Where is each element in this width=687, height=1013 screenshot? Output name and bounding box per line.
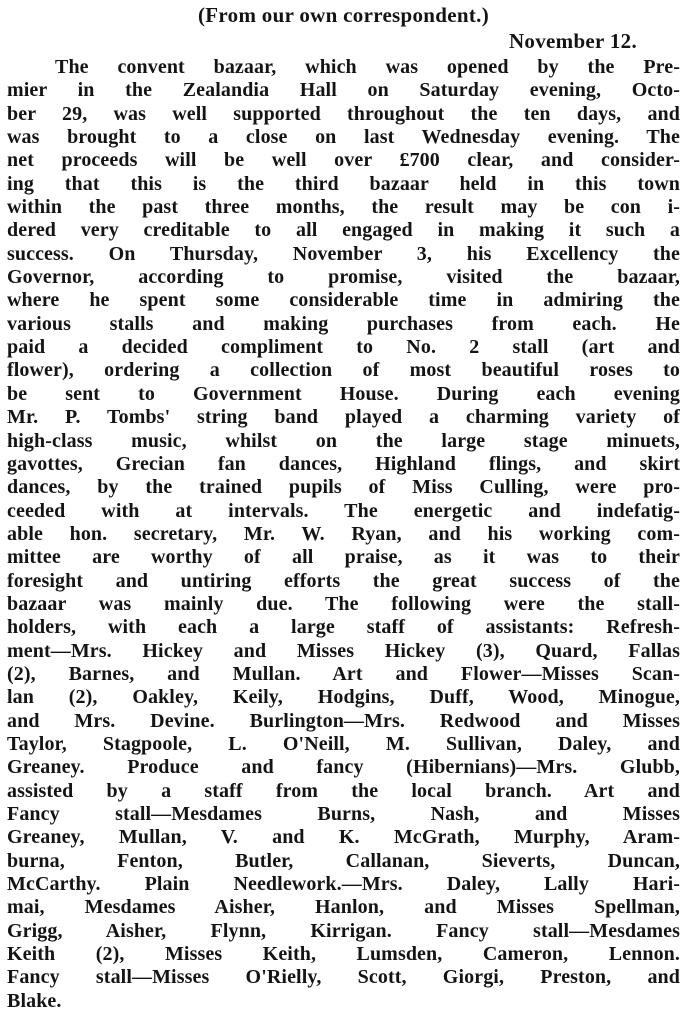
article-line: Greaney. Produce and fancy (Hibernians)—Mrs. Glubb, (7, 756, 680, 779)
article-line: success. On Thursday, November 3, his Excellency the (7, 242, 680, 265)
article-line: net proceeds will be well over £700 clear, and consider- (7, 149, 680, 172)
article-line: The convent bazaar, which was opened by the Pre- (55, 56, 680, 78)
article-line: within the past three months, the result may be con i- (7, 196, 680, 219)
article-line: assisted by a staff from the local branch. Art and (7, 779, 680, 802)
article-body (7, 56, 680, 1013)
article-line: McCarthy. Plain Needlework.—Mrs. Daley, Lally Hari- (7, 873, 680, 896)
article-line: able hon. secretary, Mr. W. Ryan, and his working com- (7, 522, 680, 545)
article-line: Fancy stall—Mesdames Burns, Nash, and Misses (7, 803, 680, 825)
article-line: Taylor, Stagpoole, L. O'Neill, M. Sullivan, Daley, and (7, 732, 680, 755)
article-line: gavottes, Grecian fan dances, Highland flings, and skirt (7, 452, 680, 475)
article-line: where he spent some considerable time in admiring the (7, 289, 680, 312)
article-line: mai, Mesdames Aisher, Hanlon, and Misses Spellman, (7, 896, 680, 919)
article-line: holders, with each a large staff of assistants: Refresh- (7, 616, 680, 639)
article-line: ber 29, was well supported throughout the ten days, and (7, 102, 680, 125)
article-line: ceeded with at intervals. The energetic and indefatig- (7, 499, 680, 522)
article-line: Greaney, Mullan, V. and K. McGrath, Murphy, Aram- (7, 826, 680, 849)
article-line: mier in the Zealandia Hall on Saturday evening, Octo- (7, 79, 680, 102)
article-line: Fancy stall—Misses O'Rielly, Scott, Giorgi, Preston, and (7, 966, 680, 989)
article-line: Grigg, Aisher, Flynn, Kirrigan. Fancy stall—Mesdames (7, 919, 680, 942)
article-line: Keith (2), Misses Keith, Lumsden, Cameron, Lennon. (7, 943, 680, 966)
article-line: high-class music, whilst on the large stage minuets, (7, 429, 680, 452)
article-line: bazaar was mainly due. The following were the stall- (7, 592, 680, 615)
article-line: and Mrs. Devine. Burlington—Mrs. Redwood and Misses (7, 709, 680, 732)
article-line: lan (2), Oakley, Keily, Hodgins, Duff, Wood, Minogue, (7, 686, 680, 709)
article-line: dances, by the trained pupils of Miss Culling, were pro- (7, 476, 680, 499)
article-line: was brought to a close on last Wednesday evening. The (7, 126, 680, 149)
article-line: ment—Mrs. Hickey and Misses Hickey (3), Quard, Fallas (7, 639, 680, 662)
article-line: Blake. (7, 989, 62, 1012)
correspondent-heading: (From our own correspondent.) (197, 3, 490, 27)
article-line: flower), ordering a collection of most beautiful roses to (7, 359, 680, 382)
dateline: November 12. (508, 29, 637, 53)
article-line: paid a decided compliment to No. 2 stall (art and (7, 336, 680, 359)
article-line: various stalls and making purchases from each. He (7, 312, 680, 335)
article-line: ing that this is the third bazaar held in this town (7, 172, 680, 195)
article-line: mittee are worthy of all praise, as it was to their (7, 546, 680, 569)
article-line: be sent to Government House. During each evening (7, 382, 680, 405)
article-line: (2), Barnes, and Mullan. Art and Flower—Misses Scan- (7, 662, 680, 685)
article-line: burna, Fenton, Butler, Callanan, Sieverts, Duncan, (7, 849, 680, 872)
article-line: foresight and untiring efforts the great success of the (7, 569, 680, 592)
article-line: Mr. P. Tombs' string band played a charming variety of (7, 406, 680, 429)
article-line: dered very creditable to all engaged in making it such a (7, 219, 680, 242)
article-line: Governor, according to promise, visited the bazaar, (7, 266, 680, 289)
